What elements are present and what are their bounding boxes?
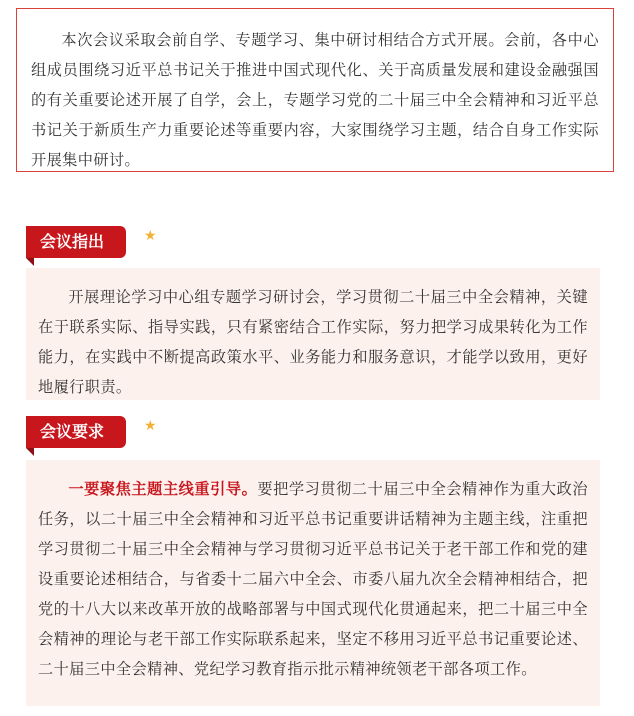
section-header-meeting-requirements [26,416,157,448]
section-body-meeting-requirements [26,460,600,706]
section-title: 会议要求 [26,416,126,448]
section-title: 会议指出 [26,226,126,258]
section-header-meeting-pointed-out [26,226,157,258]
section-paragraph [38,474,588,684]
section-body-meeting-pointed-out [26,268,600,400]
section-paragraph: 开展理论学习中心组专题学习研讨会，学习贯彻二十届三中全会精神，关键在于联系实际、指导实践，只有紧密结合工作实际，努力把学习成果转化为工作能力，在实践中不断提高政策水平、业务能力和服务意识，才能学以致用，更好地履行职责。 [38,288,588,396]
intro-box [16,8,614,172]
star-icon: ★ [144,228,157,244]
star-icon: ★ [144,418,157,434]
intro-paragraph: 本次会议采取会前自学、专题学习、集中研讨相结合方式开展。会前，各中心组成员围绕习近平总书记关于推进中国式现代化、关于高质量发展和建设金融强国的有关重要论述开展了自学，会上，专题学习党的二十届三中全会精神和习近平总书记关于新质生产力重要论述等重要内容，大家围绕学习主题，结合自身工作实际开展集中研讨。 [31,31,599,169]
highlight-heading: 一要聚焦主题主线重引导。 [68,480,258,498]
paragraph-text: 要把学习贯彻二十届三中全会精神作为重大政治任务，以二十届三中全会精神和习近平总书记重要讲话精神为主题主线，注重把学习贯彻二十届三中全会精神与学习贯彻习近平总书记关于老干部工作和党的建设重要论述相结合，与省委十二届六中全会、市委八届九次全会精神相结合，把党的十八大以来改革开放的战略部署与中国式现代化贯通起来，把二十届三中全会精神的理论与老干部工作实际联系起来，坚定不移用习近平总书记重要论述、二十届三中全会精神、党纪学习教育指示批示精神统领老干部各项工作。 [38,480,588,678]
